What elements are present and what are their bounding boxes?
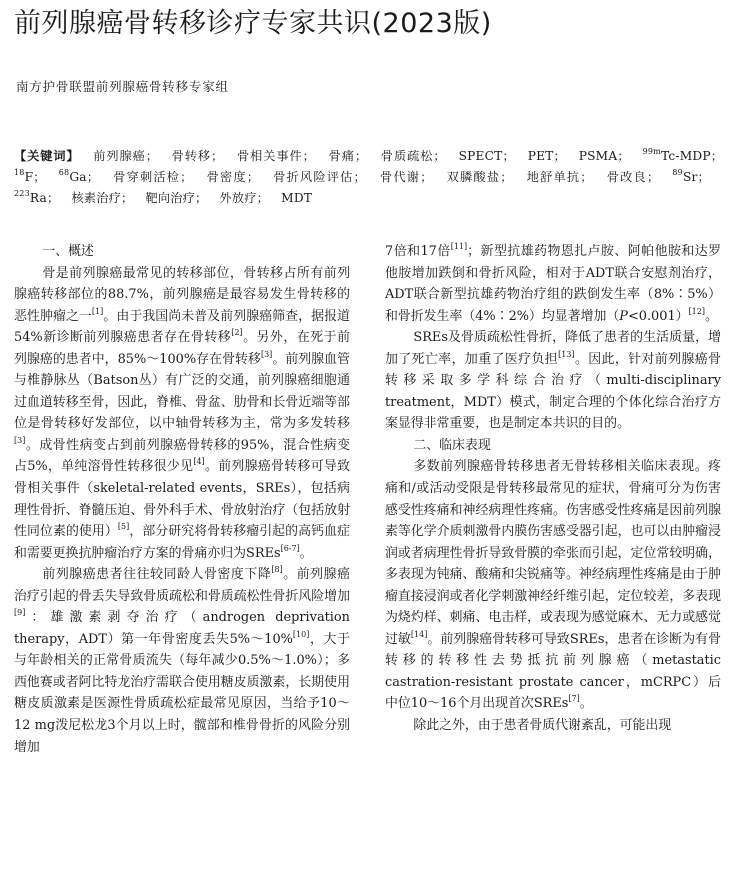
citation: [5] <box>117 522 130 532</box>
isotope-superscript: 68 <box>58 168 70 177</box>
keyword-term: 骨折风险评估； <box>272 170 366 184</box>
keyword-term: 靶向治疗； <box>145 191 208 205</box>
body-paragraph: 除此之外，由于患者骨质代谢紊乱，可能出现 <box>413 718 672 734</box>
section-heading-overview: 一、概述 <box>42 244 94 259</box>
keyword-term: Tc-MDP； <box>660 149 724 163</box>
isotope-superscript: 18 <box>14 168 25 177</box>
keywords-block <box>14 146 723 209</box>
keyword-term: 骨转移； <box>170 149 224 163</box>
keyword-term: 骨穿刺活检； <box>112 170 193 184</box>
isotope-superscript: 223 <box>14 189 30 198</box>
body-paragraph: 前列腺癌患者往往较同龄人骨密度下降[8]。前列腺癌治疗引起的骨丢失导致骨质疏松和骨质疏松性骨折风险增加[9]：雄激素剥夺治疗（androgen deprivation therapy，ADT）第一年骨密度丢失5%～10%[10]，大于与年龄相关的正常骨质流失（每年减少0.5%～1.0%）；多西他赛或者阿比特龙治疗需联合使用糖皮质激素，长期使用糖皮质激素是医源性骨质疏松症最常见原因，当给予10～12 mg泼尼松龙3个月以上时，髋部和椎骨骨折的风险分别增加 <box>14 565 351 755</box>
citation: [10] <box>292 629 310 639</box>
keyword-term: 骨密度； <box>205 170 260 184</box>
body-paragraph: 多数前列腺癌骨转移患者无骨转移相关临床表现。疼痛和/或活动受限是骨转移最常见的症状，骨痛可分为伤害感受性疼痛和神经病理性疼痛。伤害感受性疼痛是因前列腺素等化学介质刺激骨内膜伤害感受器引起，也可以由肿瘤浸润或者病理性骨折导致骨膜的牵张而引起，定位常较明确，多表现为钝痛、酸痛和尖锐痛等。神经病理性疼痛是由于肿瘤直接浸润或者化学刺激神经纤维引起，定位较差，多表现为烧灼样、刺痛、电击样，或表现为感觉麻木、无力或感觉过敏[14]。前列腺癌骨转移可导致SREs，患者在诊断为有骨转移的转移性去势抵抗前列腺癌（metastatic castration-resistant prostate cancer，mCRPC）后中位10～16个月出现首次SREs[7]。 <box>385 459 721 712</box>
citation: [1] <box>91 306 104 316</box>
citation: [12] <box>688 306 705 316</box>
keyword-term: Ga； <box>69 170 100 184</box>
keywords-label: 【关键词】 <box>14 149 80 163</box>
keyword-term: F； <box>24 170 46 184</box>
author-group: 南方护骨联盟前列腺癌骨转移专家组 <box>16 79 229 94</box>
keyword-term: PSMA； <box>578 149 630 163</box>
body-paragraph: 7倍和17倍[11]；新型抗雄药物恩扎卢胺、阿帕他胺和达罗他胺增加跌倒和骨折风险，相对于ADT联合安慰剂治疗，ADT联合新型抗雄药物治疗组的跌倒发生率（8%∶5%）和骨折发生率（4%∶2%）均显著增加（P<0.001）[12]。 <box>385 242 721 324</box>
isotope-superscript: 89 <box>672 168 683 177</box>
citation: [9] <box>14 608 26 618</box>
citation: [14] <box>410 629 428 639</box>
keyword-term: Ra； <box>29 191 60 205</box>
keyword-term: 骨代谢； <box>379 170 433 184</box>
citation: [8] <box>271 565 283 575</box>
keyword-term: 核素治疗； <box>71 191 134 205</box>
keyword-term: 外放疗； <box>219 191 270 205</box>
keyword-term: PET； <box>527 149 566 163</box>
citation: [3] <box>14 435 26 445</box>
citation: [11] <box>450 242 468 251</box>
keyword-term: 骨相关事件； <box>236 149 316 163</box>
citation: [7] <box>568 694 580 704</box>
left-column <box>14 241 350 758</box>
article-title: 前列腺癌骨转移诊疗专家共识(2023版) <box>14 8 492 39</box>
citation: [2] <box>231 328 243 338</box>
section-heading-clinical: 二、临床表现 <box>413 437 491 453</box>
keyword-term: 骨改良； <box>605 170 660 184</box>
citation: [3] <box>260 349 273 359</box>
keyword-term: 双膦酸盐； <box>445 170 513 184</box>
citation: [13] <box>558 349 575 359</box>
keyword-term: 前列腺癌； <box>92 149 159 163</box>
isotope-superscript: 99m <box>642 147 661 156</box>
right-column <box>385 241 721 737</box>
keyword-term: 骨质疏松； <box>380 149 446 163</box>
keyword-term: SPECT； <box>458 149 515 163</box>
keyword-term: 骨痛； <box>327 149 368 163</box>
keyword-term: Sr； <box>682 170 710 184</box>
body-paragraph: 骨是前列腺癌最常见的转移部位，骨转移占所有前列腺癌转移部位的88.7%，前列腺癌是最容易发生骨转移的恶性肿瘤之一[1]。由于我国尚未普及前列腺癌筛查，据报道54%新诊断前列腺癌患者存在骨转移[2]。另外，在死于前列腺癌的患者中，85%～100%存在骨转移[3]。前列腺血管与椎静脉丛（Batson丛）有广泛的交通，前列腺癌细胞通过血道转移至骨，因此，脊椎、骨盆、肋骨和长骨近端等部位是骨转移好发部位，以中轴骨转移为主，常为多发转移[3]。成骨性病变占到前列腺癌骨转移的95%，混合性病变占5%，单纯溶骨性转移很少见[4]。前列腺癌骨转移可导致骨相关事件（skeletal-related events，SREs），包括病理性骨折、脊髓压迫、骨外科手术、骨放射治疗（包括放射性同位素的使用）[5]，部分研究将骨转移瘤引起的高钙血症和需要更换抗肿瘤治疗方案的骨痛亦归为SREs[6-7]。 <box>14 265 351 561</box>
body-paragraph: SREs及骨质疏松性骨折，降低了患者的生活质量，增加了死亡率，加重了医疗负担[13]。因此，针对前列腺癌骨转移采取多学科综合治疗（multi-disciplinary treatment，MDT）模式，制定合理的个体化综合治疗方案显得非常重要，也是制定本共识的目的。 <box>385 330 722 432</box>
citation: [4] <box>193 457 205 467</box>
keyword-term: 地舒单抗； <box>525 170 593 184</box>
citation: [6-7] <box>280 543 300 553</box>
keyword-term: MDT <box>281 191 313 205</box>
